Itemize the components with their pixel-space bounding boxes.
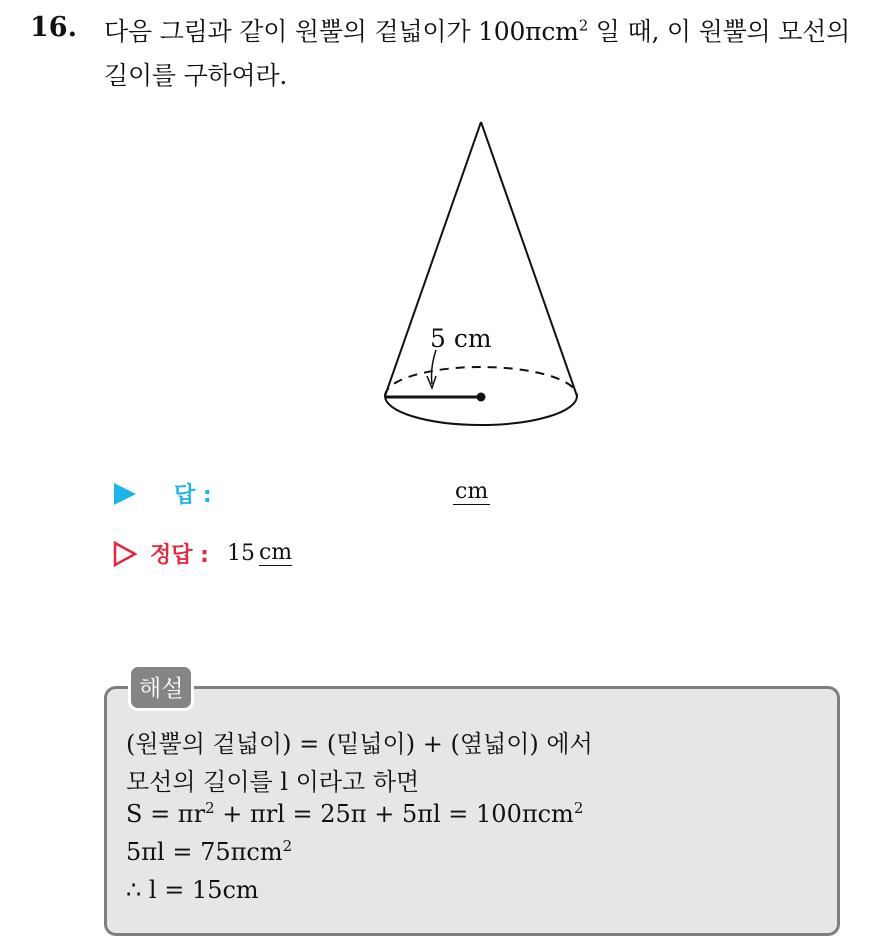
question-number: 16. [30,12,77,43]
correct-answer-row [112,538,292,569]
answer-row [112,478,212,509]
solution-line4-pre: 5πl = 75πcm [126,838,283,866]
question-text-line1 [104,12,850,48]
answer-unit-blank[interactable]: cm [455,479,489,504]
solution-line-3 [126,800,583,828]
solution-line3-sup2: 2 [573,799,584,817]
question-line1-post: 일 때, 이 원뿔의 모선의 [588,17,851,46]
question-superscript: 2 [578,16,589,35]
cone-figure [370,112,590,452]
cone-right-edge [481,122,577,396]
solution-line3-pre: S = πr [126,800,206,828]
question-text-line2: 길이를 구하여라. [104,61,288,90]
cone-center-point [477,393,486,402]
cone-base-back-arc [385,367,577,396]
radius-label: 5 cm [430,324,492,353]
answer-label: 답 : [174,483,212,508]
cone-left-edge [385,122,481,396]
outline-triangle-icon [112,541,138,567]
solution-line-5: ∴ l = 15cm [126,876,259,904]
solution-line-2: 모선의 길이를 l 이라고 하면 [126,768,420,796]
correct-answer-label: 정답 : [150,543,209,568]
solution-line3-sup1: 2 [205,799,215,817]
correct-answer-unit: cm [258,540,293,565]
solution-line-4 [126,838,292,866]
filled-triangle-icon [112,482,138,506]
solution-line4-sup: 2 [282,837,293,855]
solution-tab: 해설 [128,664,194,711]
correct-answer-value: 15 [226,541,255,566]
question-line1-pre: 다음 그림과 같이 원뿔의 겉넓이가 100πcm [104,17,579,46]
solution-line3-mid: + πrl = 25π + 5πl = 100πcm [214,800,574,828]
solution-line-1: (원뿔의 겉넓이) = (밑넓이) + (옆넓이) 에서 [126,730,593,758]
